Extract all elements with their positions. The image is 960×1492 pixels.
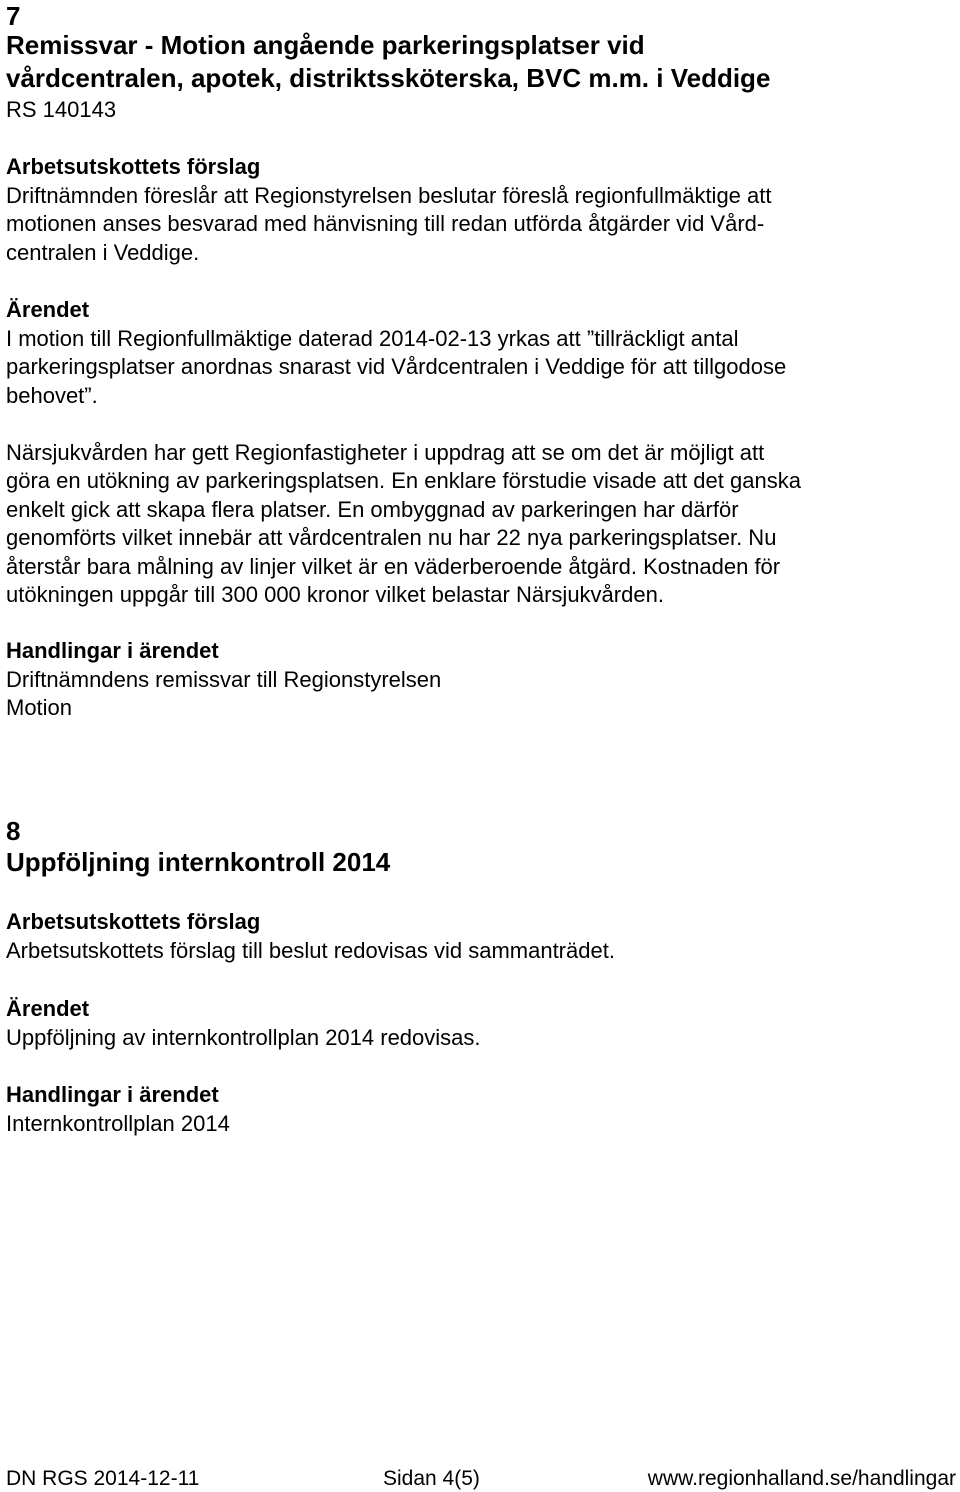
item-7-matter-p2-line-5: återstår bara målning av linjer vilket är en väderberoende åtgärd. Kostnaden för <box>6 554 781 579</box>
item-8-title: Uppföljning internkontroll 2014 <box>6 847 391 877</box>
item-8-proposal-text: Arbetsutskottets förslag till beslut redovisas vid sammanträdet. <box>6 938 615 963</box>
item-7-proposal-line-2: motionen anses besvarad med hänvisning till redan utförda åtgärder vid Vård- <box>6 211 765 236</box>
item-8-documents-heading: Handlingar i ärendet <box>6 1082 219 1107</box>
item-7-document-1: Driftnämndens remissvar till Regionstyrelsen <box>6 667 442 692</box>
item-7-matter-p2-line-6: utökningen uppgår till 300 000 kronor vilket belastar Närsjukvården. <box>6 582 664 607</box>
item-7-matter-p1-line-1: I motion till Regionfullmäktige daterad 2014-02-13 yrkas att ”tillräckligt antal <box>6 326 739 351</box>
item-8-matter-text: Uppföljning av internkontrollplan 2014 redovisas. <box>6 1025 481 1050</box>
item-7-matter-p2-line-4: genomförts vilket innebär att vårdcentralen nu har 22 nya parkeringsplatser. Nu <box>6 525 777 550</box>
item-7-matter-p1-line-2: parkeringsplatser anordnas snarast vid Vårdcentralen i Veddige för att tillgodose <box>6 354 787 379</box>
item-7-proposal-line-1: Driftnämnden föreslår att Regionstyrelsen beslutar föreslå regionfullmäktige att <box>6 183 772 208</box>
item-7-title-line-2: vårdcentralen, apotek, distriktssköterska, BVC m.m. i Veddige <box>6 63 771 93</box>
item-8-number: 8 <box>6 816 21 846</box>
footer-website-link[interactable]: www.regionhalland.se/handlingar <box>647 1467 956 1490</box>
item-7-matter-heading: Ärendet <box>6 297 90 322</box>
footer-document-id: DN RGS 2014-12-11 <box>6 1467 200 1490</box>
item-7-number: 7 <box>6 1 21 31</box>
item-7-matter-p1-line-3: behovet”. <box>6 383 98 408</box>
item-7-reference-number: RS 140143 <box>6 97 117 122</box>
footer-page-number: Sidan 4(5) <box>383 1467 480 1490</box>
item-7-document-2: Motion <box>6 695 73 720</box>
item-8-proposal-heading: Arbetsutskottets förslag <box>6 909 261 934</box>
item-7-proposal-heading: Arbetsutskottets förslag <box>6 154 261 179</box>
item-7-matter-p2-line-1: Närsjukvården har gett Regionfastigheter i uppdrag att se om det är möjligt att <box>6 440 765 465</box>
item-7-documents-heading: Handlingar i ärendet <box>6 638 219 663</box>
item-7-matter-p2-line-3: enkelt gick att skapa flera platser. En ombyggnad av parkeringen har därför <box>6 497 739 522</box>
item-8-document-1: Internkontrollplan 2014 <box>6 1111 230 1136</box>
item-8-matter-heading: Ärendet <box>6 996 90 1021</box>
item-7-matter-p2-line-2: göra en utökning av parkeringsplatsen. En enklare förstudie visade att det ganska <box>6 468 801 493</box>
item-7-title-line-1: Remissvar - Motion angående parkeringsplatser vid <box>6 30 645 60</box>
item-7-proposal-line-3: centralen i Veddige. <box>6 240 200 265</box>
